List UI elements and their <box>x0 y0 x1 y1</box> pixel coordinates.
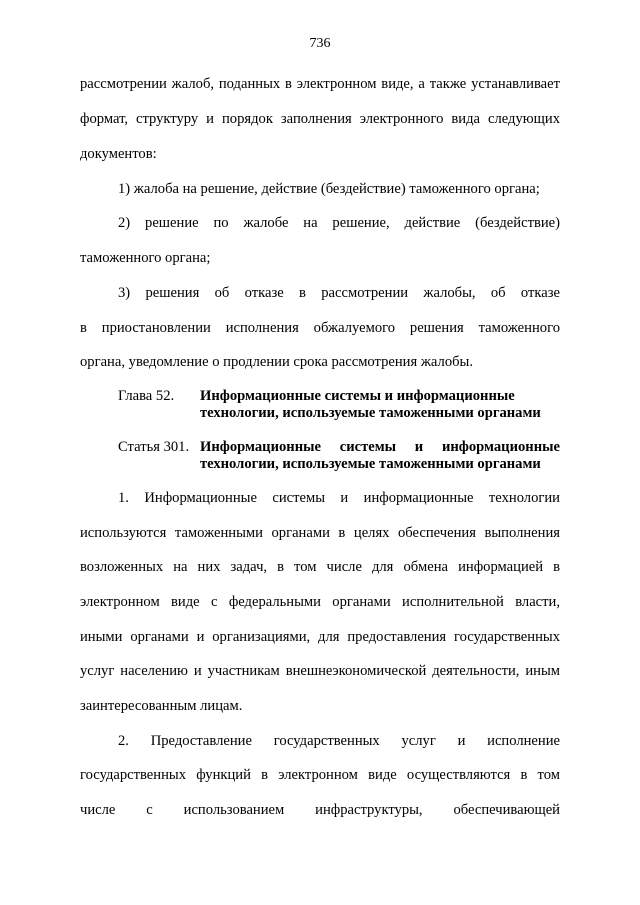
list-item-continuation: органа, уведомление о продлении срока рассмотрения жалобы. <box>80 354 473 370</box>
list-item: 1) жалоба на решение, действие (бездействие) таможенного органа; <box>118 181 540 197</box>
body-line: возложенных на них задач, в том числе для обмена информацией в <box>80 559 560 575</box>
list-item-continuation: таможенного органа; <box>80 250 211 266</box>
page-number: 736 <box>309 36 331 51</box>
article-title-line: Информационные системы и информационные <box>200 439 560 455</box>
body-line: заинтересованным лицам. <box>80 698 243 714</box>
body-line: используются таможенными органами в целях обеспечения выполнения <box>80 525 560 541</box>
article-label: Статья 301. <box>118 439 190 455</box>
body-line: государственных функций в электронном виде осуществляются в том <box>80 767 560 783</box>
chapter-label: Глава 52. <box>118 388 175 404</box>
body-line: услуг населению и участникам внешнеэкономической деятельности, иным <box>80 663 560 679</box>
chapter-title-line: технологии, используемые таможенными органами <box>200 405 541 421</box>
body-line: иными органами и организациями, для предоставления государственных <box>80 629 560 645</box>
list-item-continuation: в приостановлении исполнения обжалуемого решения таможенного <box>80 320 560 336</box>
article-title-line: технологии, используемые таможенными органами <box>200 456 541 472</box>
list-item: 3) решения об отказе в рассмотрении жалобы, об отказе <box>118 285 560 301</box>
body-line: 1. Информационные системы и информационные технологии <box>118 490 560 506</box>
body-line: числе с использованием инфраструктуры, обеспечивающей <box>80 802 560 818</box>
chapter-title-line: Информационные системы и информационные <box>200 388 515 404</box>
list-item: 2) решение по жалобе на решение, действие (бездействие) <box>118 215 560 231</box>
body-line: электронном виде с федеральными органами исполнительной власти, <box>80 594 560 610</box>
body-line: 2. Предоставление государственных услуг и исполнение <box>118 733 560 749</box>
paragraph-line: документов: <box>80 146 157 162</box>
paragraph-line: формат, структуру и порядок заполнения электронного вида следующих <box>80 111 560 127</box>
paragraph-line: рассмотрении жалоб, поданных в электронном виде, а также устанавливает <box>80 76 560 92</box>
